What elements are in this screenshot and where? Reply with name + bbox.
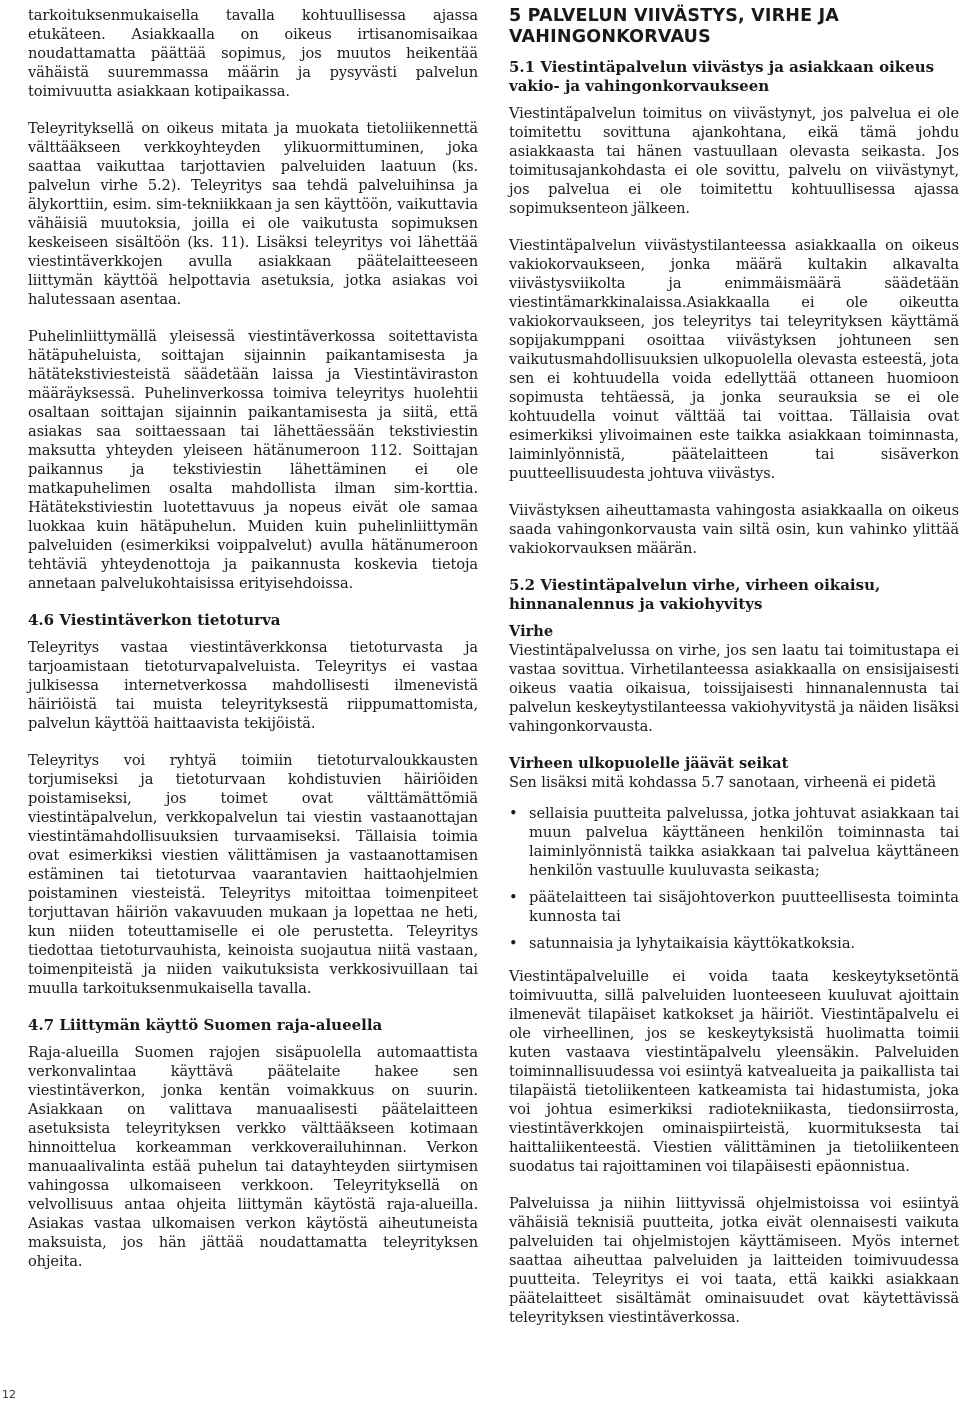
paragraph: tarkoituksenmukaisella tavalla kohtuullisessa ajassa etukäteen. Asiakkaalla on oikeus irtisanomisaikaa noudattamatta päättää sopimus, jos muutos heikentää vähäistä suuremmassa määrin ja pysyvästi palvelun toimivuutta asiakkaan kotipaikassa. bbox=[28, 7, 478, 100]
list-item: • sellaisia puutteita palvelussa, jotka johtuvat asiakkaan tai muun palvelua käyttäneen henkilön toiminnasta tai laiminlyönnistä taikka asiakkaan tai palvelua käyttäneen henkilön vastuulle kuuluvasta seikasta; bbox=[509, 804, 959, 880]
paragraph: Teleyritys vastaa viestintäverkkonsa tietoturvasta ja tarjoamistaan tietoturvapalveluista. Teleyritys ei vastaa julkisessa internetverkossa mahdollisesti ilmenevistä häiriöistä tai muista teleyrityksestä riippumattomista, palvelun käyttöä haittaavista tekijöistä. bbox=[28, 639, 478, 732]
paragraph: Palveluissa ja niihin liittyvissä ohjelmistoissa voi esiintyä vähäisiä teknisiä puutteita, jotka eivät olennaisesti vaikuta palveluiden tai ohjelmistojen käyttämiseen. Myös internet saattaa aiheuttaa palveluiden ja laitteiden toimivuudessa puutteita. Teleyritys ei voi taata, että kaikki asiakkaan päätelaitteet sisältämät ominaisuudet ovat käytettävissä teleyrityksen viestintäverkossa. bbox=[509, 1195, 959, 1326]
paragraph: Puhelinliittymällä yleisessä viestintäverkossa soitettavista hätäpuheluista, soittajan sijainnin paikantamisesta ja hätätekstiviesteistä säädetään laissa ja Viestintäviraston määräyksessä. Puhelinverkossa toimiva teleyritys huolehtii osaltaan soittajan sijainnin paikantamisesta ja siitä, että asiakas saa soittaessaan tai lähettäessään tekstiviestin maksutta yhteyden yleiseen hätänumeroon 112. Soittajan paikannus ja tekstiviestin lähettäminen ei ole matkapuhelimen osalta mahdollista ilman sim-korttia. Hätätekstiviestin luotettavuus ja nopeus eivät ole samaa luokkaa kuin hätäpuhelun. Muiden kuin puhelinliittymän palveluiden (esimerkiksi voippalvelut) avulla hätänumeroon tehtäviä yhteydenottoja ja paikannusta koskevia tietoja annetaan palvelukohtaisissa erityisehdoissa. bbox=[28, 328, 478, 592]
list-item: • satunnaisia ja lyhytaikaisia käyttökatkoksia. bbox=[509, 934, 959, 953]
page-number: 12 bbox=[2, 1388, 16, 1401]
paragraph: Teleyrityksellä on oikeus mitata ja muokata tietoliikennettä välttääkseen verkkoyhteyden ylikuormittuminen, joka saattaa vaikuttaa tarjottavien palveluiden laatuun (ks. palvelun virhe 5.2). Teleyritys saa tehdä palveluihinsa ja älykorttiin, esim. sim-tekniikkaan ja sen käyttöön, vaikuttavia vähäisiä muutoksia, joilla ei ole vaikutusta sopimuksen keskeiseen sisältöön (ks. 11). Lisäksi teleyritys voi lähettää viestintäverkkojen avulla asiakkaan päätelaitteeseen liittymän käyttöä helpottavia asetuksia, jotka asiakas voi halutessaan asentaa. bbox=[28, 120, 478, 308]
paragraph: Viestintäpalvelun toimitus on viivästynyt, jos palvelua ei ole toimitettu sovittuna ajankohtana, eikä tämä johdu asiakkaasta tai hänen vastuullaan olevasta seikasta. Jos toimitusajankohdasta ei ole sovittu, palvelu on viivästynyt, jos palvelua ei ole toimitettu kohtuullisessa ajassa sopimuksenteon jälkeen. bbox=[509, 105, 959, 217]
left-column bbox=[28, 6, 478, 1289]
paragraph: Raja-alueilla Suomen rajojen sisäpuolella automaattista verkonvalintaa käyttävä päätelaite hakee sen viestintäverkon, jonka kentän voimakkuus on suurin. Asiakkaan on valittava manuaalisesti päätelaitteen asetuksista teleyrityksen verkko välttääkseen kotimaan hinnoittelua korkeamman verkkoverailuhinnan. Verkon manuaalivalinta estää puhelun tai datayhteyden siirtymisen vahingossa ulkomaiseen verkkoon. Teleyrityksellä on velvollisuus antaa ohjeita liittymän käytöstä raja-alueilla. Asiakas vastaa ulkomaisen verkon käytöstä aiheutuneista maksuista, jos hän jättää noudattamatta teleyrityksen ohjeita. bbox=[28, 1044, 478, 1270]
list-item: • päätelaitteen tai sisäjohtoverkon puutteellisesta toiminta kunnosta tai bbox=[509, 888, 959, 926]
subheading-virhe: Virhe bbox=[509, 623, 554, 640]
paragraph: Viestintäpalvelussa on virhe, jos sen laatu tai toimitustapa ei vastaa sovittua. Virhetilanteessa asiakkaalla on ensisijaisesti oikeus vaatia oikaisua, toissijaisesti hinnanalennusta tai palvelun keskeytystilanteessa vakiohyvitystä ja näiden lisäksi vahingonkorvausta. bbox=[509, 642, 959, 735]
paragraph: Viestintäpalvelun viivästystilanteessa asiakkaalla on oikeus vakiokorvaukseen, jonka määrä kultakin alkavalta viivästysviikolta ja enimmäismäärä säädetään viestintämarkkinalaissa.Asiakkaalla ei ole oikeutta vakiokorvaukseen, jos teleyritys tai teleyrityksen käyttämä sopijakumppani osoittaa viivästyksen johtuneen sen vaikutusmahdollisuuksien ulkopuolella olevasta esteestä, jota sen ei kohtuudella voida edellyttää ottaneen huomioon sopimusta tehtäessä, ja jonka seurauksia se ei ole kohtuudella voinut välttää tai voittaa. Tällaisia ovat esimerkiksi ylivoimainen este taikka asiakkaan toiminnasta, laiminlyönnistä, päätelaitteen tai sisäverkon puutteellisuudesta johtuva viivästys. bbox=[509, 237, 959, 482]
paragraph: Teleyritys voi ryhtyä toimiin tietoturvaloukkausten torjumiseksi ja tietoturvaan kohdistuvien häiriöiden poistamiseksi, jos toimet ovat välttämättömiä viestintäpalvelun, verkkopalvelun tai viestin vastaanottajan viestintämahdollisuuksien turvaamiseksi. Tällaisia toimia ovat esimerkiksi viestien välittämisen ja vastaanottamisen estäminen tai tietoturvaa vaarantavien haittaohjelmien poistaminen viesteistä. Teleyritys mitoittaa toimenpiteet torjuttavan häiriön vakavuuden mukaan ja lopettaa ne heti, kun niiden toteuttamiselle ei ole perustetta. Teleyritys tiedottaa tietoturvauhista, keinoista suojautua niitä vastaan, toimenpiteistä ja niiden vaikutuksista verkkosivuillaan tai muulla tarkoituksenmukaisella tavalla. bbox=[28, 752, 478, 997]
chapter-heading-5: 5 PALVELUN VIIVÄSTYS, VIRHE JA VAHINGONKORVAUS bbox=[509, 6, 840, 47]
section-heading-5-1: 5.1 Viestintäpalvelun viivästys ja asiakkaan oikeus vakio- ja vahingonkorvaukseen bbox=[509, 58, 935, 95]
section-heading-4-6: 4.6 Viestintäverkon tietoturva bbox=[28, 611, 281, 629]
paragraph: Sen lisäksi mitä kohdassa 5.7 sanotaan, virheenä ei pidetä bbox=[509, 774, 937, 791]
bullet-list bbox=[509, 804, 959, 953]
right-column bbox=[509, 6, 959, 1345]
section-heading-4-7: 4.7 Liittymän käyttö Suomen raja-alueella bbox=[28, 1016, 383, 1034]
section-heading-5-2: 5.2 Viestintäpalvelun virhe, virheen oikaisu, hinnanalennus ja vakiohyvitys bbox=[509, 576, 881, 613]
subheading-ulkopuolelle: Virheen ulkopuolelle jäävät seikat bbox=[509, 755, 789, 772]
paragraph: Viivästyksen aiheuttamasta vahingosta asiakkaalla on oikeus saada vahingonkorvausta vain siltä osin, kun vahinko ylittää vakiokorvauksen määrän. bbox=[509, 502, 959, 557]
paragraph: Viestintäpalveluille ei voida taata keskeytyksetöntä toimivuutta, sillä palveluiden luonteeseen kuuluvat ajoittain ilmenevät tilapäiset katkokset ja häiriöt. Viestintäpalvelu ei ole virheellinen, jos se keskeytyksistä huolimatta toimii kuten vastaava viestintäpalvelu yleensäkin. Palveluiden toiminnallisuudessa voi esiintyä katvealueita ja paikallista tai tilapäistä tietoliikenteen katkeamista tai hidastumista, joka voi johtua esimerkiksi radiotekniikasta, tiedonsiirrosta, viestintäverkkojen ominaispiirteistä, kuormituksesta tai haittaliikenteestä. Viestien välittäminen ja tietoliikenteen suodatus tai rajoittaminen voi tilapäisesti epäonnistua. bbox=[509, 968, 959, 1175]
